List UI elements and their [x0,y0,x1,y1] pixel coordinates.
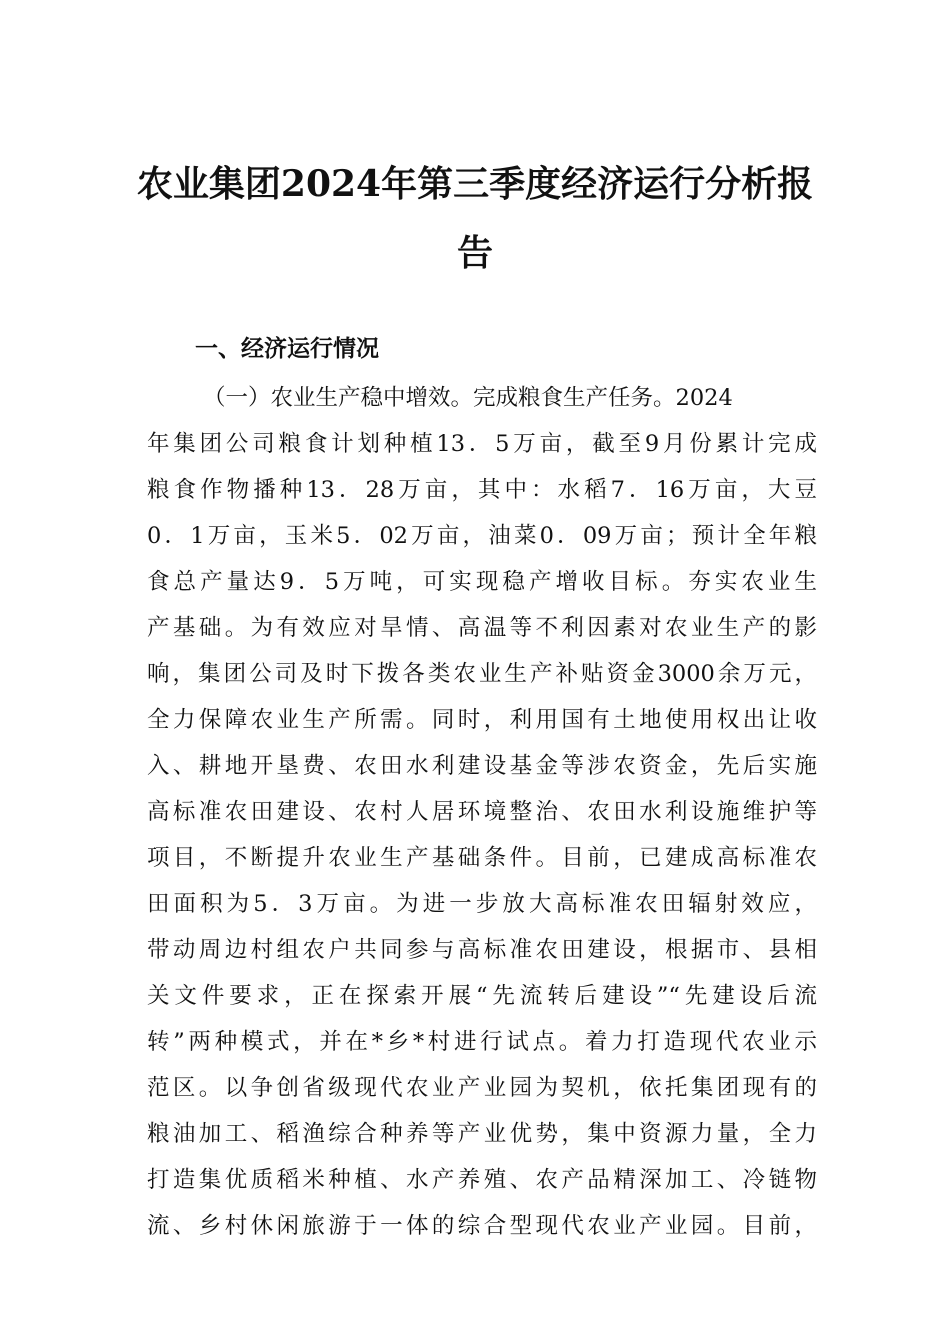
body-line: 带动周边村组农户共同参与高标准农田建设，根据市、县相 [147,937,817,963]
body-line: 转”两种模式，并在*乡*村进行试点。着力打造现代农业示 [147,1029,817,1055]
body-line: 产基础。为有效应对旱情、高温等不利因素对农业生产的影 [147,615,817,641]
body-line: 高标准农田建设、农村人居环境整治、农田水利设施维护等 [147,799,817,825]
section-heading: 一、经济运行情况 [195,336,379,362]
body-text [147,375,817,1249]
body-line: 打造集优质稻米种植、水产养殖、农产品精深加工、冷链物 [147,1167,817,1193]
body-line: 入、耕地开垦费、农田水利建设基金等涉农资金，先后实施 [147,753,817,779]
body-line: 粮食作物播种13．28万亩，其中：水稻7．16万亩，大豆 [147,477,817,503]
document-title-line-1: 农业集团2024年第三季度经济运行分析报 [136,163,814,205]
body-line: 0．1万亩，玉米5．02万亩，油菜0．09万亩；预计全年粮 [147,523,817,549]
body-line: 粮油加工、稻渔综合种养等产业优势，集中资源力量，全力 [147,1121,817,1147]
body-line: 关文件要求，正在探索开展“先流转后建设”“先建设后流 [147,983,817,1009]
body-line: 响，集团公司及时下拨各类农业生产补贴资金3000余万元， [147,661,817,687]
document-title-line-2: 告 [456,232,493,274]
body-line: 项目，不断提升农业生产基础条件。目前，已建成高标准农 [147,845,817,871]
body-line: 全力保障农业生产所需。同时，利用国有土地使用权出让收 [147,707,817,733]
body-line: 流、乡村休闲旅游于一体的综合型现代农业产业园。目前， [147,1213,817,1239]
body-line: 范区。以争创省级现代农业产业园为契机，依托集团现有的 [147,1075,817,1101]
body-line: 田面积为5．3万亩。为进一步放大高标准农田辐射效应， [147,891,817,917]
body-line: （一）农业生产稳中增效。完成粮食生产任务。2024 [203,385,733,411]
body-line: 年集团公司粮食计划种植13．5万亩，截至9月份累计完成 [147,431,817,457]
body-line: 食总产量达9．5万吨，可实现稳产增收目标。夯实农业生 [147,569,817,595]
